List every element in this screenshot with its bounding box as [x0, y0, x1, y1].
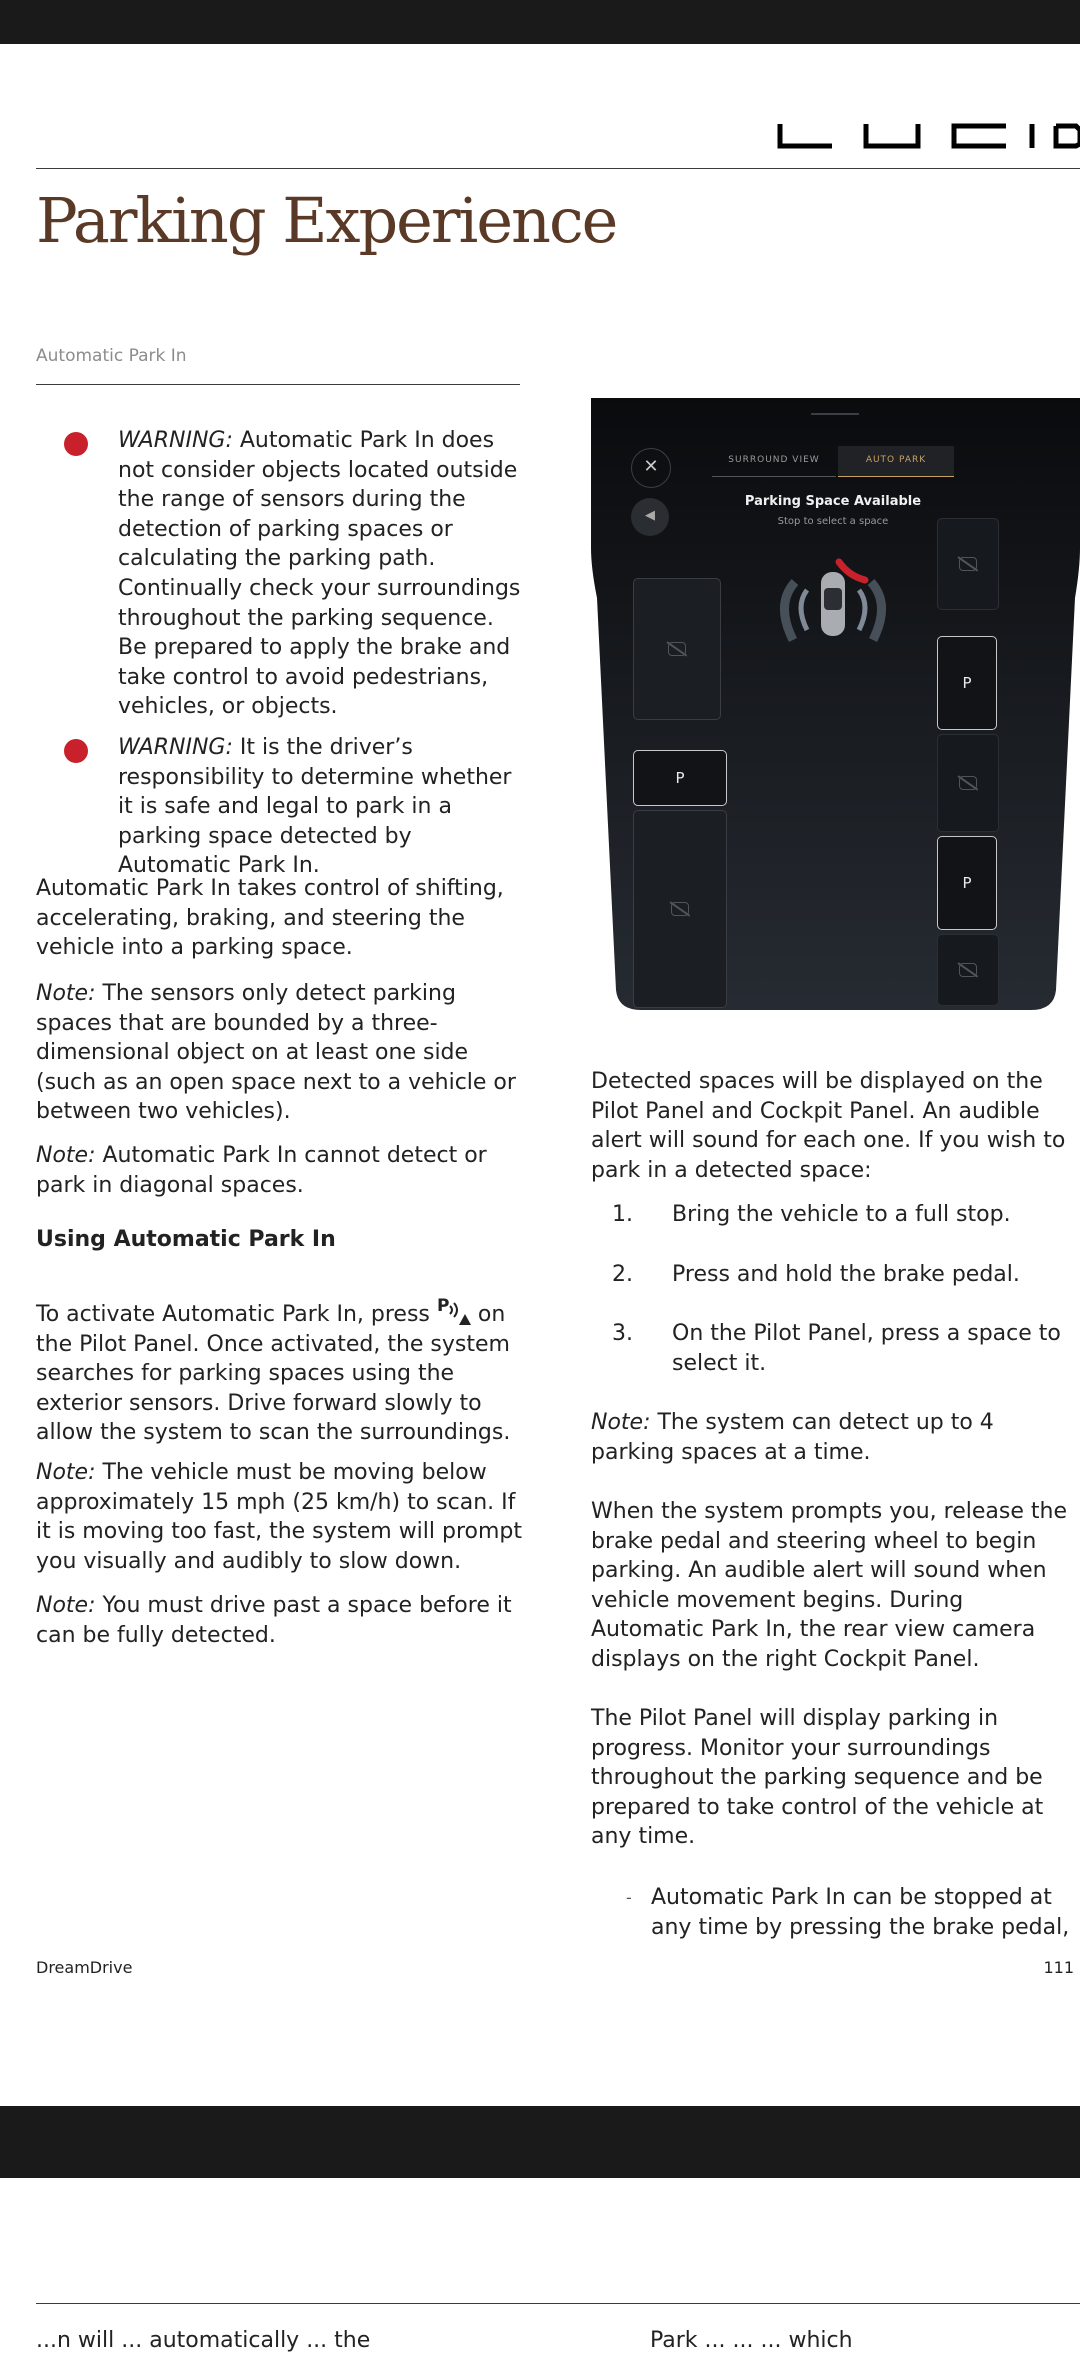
note-paragraph: Note: The sensors only detect parking spaces that are bounded by a three-dimensional object on at least one side (such as an open space next to a vehicle or between two vehicles).	[36, 981, 516, 1125]
paragraph: When the system prompts you, release the brake pedal and steering wheel to begin parking. An audible alert will sound when vehicle movement begins. During Automatic Park In, the rear view camera displays on the right Cockpit Panel.	[591, 1499, 1067, 1672]
status-title: Parking Space Available	[744, 494, 922, 509]
note-paragraph: Note: The vehicle must be moving below approximately 15 mph (25 km/h) to scan. If it is moving too fast, the system will prompt you visually and audibly to slow down.	[36, 1460, 523, 1574]
section-rule	[36, 384, 520, 385]
steps-list: 1. Bring the vehicle to a full stop. 2. Press and hold the brake pedal. 3. On the Pilot Panel, press a space to select it.	[612, 1202, 1061, 1376]
lucid-logo	[776, 124, 1080, 150]
close-icon: ✕	[643, 456, 659, 477]
mute-button[interactable]	[631, 498, 669, 536]
car-sensor-graphic	[765, 554, 901, 662]
activate-paragraph: To activate Automatic Park In, press P on the Pilot Panel. Once activated, the system searches for parking spaces using the exterior sensors. Drive forward slowly to allow the system to scan the surroundings.	[36, 1296, 511, 1446]
warning-text: WARNING: Automatic Park In does not consider objects located outside the range of sensors during the detection of parking spaces or calculating the parking path. Continually check your surroundings throughout the parking sequence. Be prepared to apply the brake and take control to avoid pedestrians, vehicles, or objects.	[118, 428, 521, 720]
next-page-text-fragment: ...n will ... automatically ... the	[36, 2328, 371, 2353]
close-button[interactable]	[631, 448, 671, 488]
tab-surround-view[interactable]	[712, 446, 836, 477]
parking-space-available[interactable]: P	[937, 836, 997, 930]
top-bar	[0, 0, 1080, 44]
bullet-text: Automatic Park In can be stopped at any time by pressing the brake pedal,	[651, 1885, 1070, 1940]
warning-icon	[64, 739, 88, 763]
paragraph: The Pilot Panel will display parking in progress. Monitor your surroundings throughout the parking sequence and be prepared to take control of the vehicle at any time.	[591, 1706, 1044, 1850]
warning-icon	[64, 432, 88, 456]
no-parking-icon	[959, 557, 977, 571]
warning-text: WARNING: It is the driver’s responsibility to determine whether it is safe and legal to park in a parking space detected by Automatic Park In.	[118, 735, 512, 879]
section-label: Automatic Park In	[36, 346, 187, 366]
bullet-mark: -	[626, 1888, 632, 1907]
svg-text:P: P	[436, 1296, 450, 1316]
no-parking-icon	[671, 902, 689, 916]
header-rule	[36, 168, 1080, 169]
note-paragraph: Note: The system can detect up to 4 parking spaces at a time.	[591, 1410, 994, 1465]
parking-space-unavailable	[633, 810, 727, 1008]
page-number: 111	[1043, 1958, 1074, 1977]
next-page-rule	[36, 2303, 1080, 2304]
speaker-mute-icon: ◀	[645, 508, 655, 523]
page-separator	[0, 2106, 1080, 2178]
note-paragraph: Note: You must drive past a space before it can be fully detected.	[36, 1593, 512, 1648]
note-paragraph: Note: Automatic Park In cannot detect or park in diagonal spaces.	[36, 1143, 487, 1198]
no-parking-icon	[668, 642, 686, 656]
next-page-text-fragment: Park ... ... ... which	[650, 2328, 853, 2353]
tab-auto-park[interactable]	[838, 446, 954, 477]
parking-space-available[interactable]: P	[937, 636, 997, 730]
page-title: Parking Experience	[36, 184, 617, 257]
intro-paragraph: Automatic Park In takes control of shifting, accelerating, braking, and steering the vehicle into a parking space.	[36, 876, 504, 961]
park-assist-icon	[437, 1295, 471, 1327]
parking-space-unavailable	[633, 578, 721, 720]
parking-space-unavailable	[937, 934, 999, 1006]
detected-spaces-paragraph: Detected spaces will be displayed on the Pilot Panel and Cockpit Panel. An audible alert will sound for each one. If you wish to park in a detected space:	[591, 1069, 1066, 1183]
parking-space-unavailable	[937, 518, 999, 610]
no-parking-icon	[959, 963, 977, 977]
parking-space-unavailable	[937, 734, 999, 832]
footer-left: DreamDrive	[36, 1958, 133, 1977]
status-subtitle: Stop to select a space	[777, 516, 889, 527]
tab-label: AUTO PARK	[865, 455, 927, 465]
tab-label: SURROUND VIEW	[728, 455, 820, 465]
no-parking-icon	[959, 776, 977, 790]
pilot-panel-screenshot	[591, 398, 1080, 1012]
parking-space-available[interactable]: P	[633, 750, 727, 806]
section-heading: Using Automatic Park In	[36, 1227, 336, 1252]
